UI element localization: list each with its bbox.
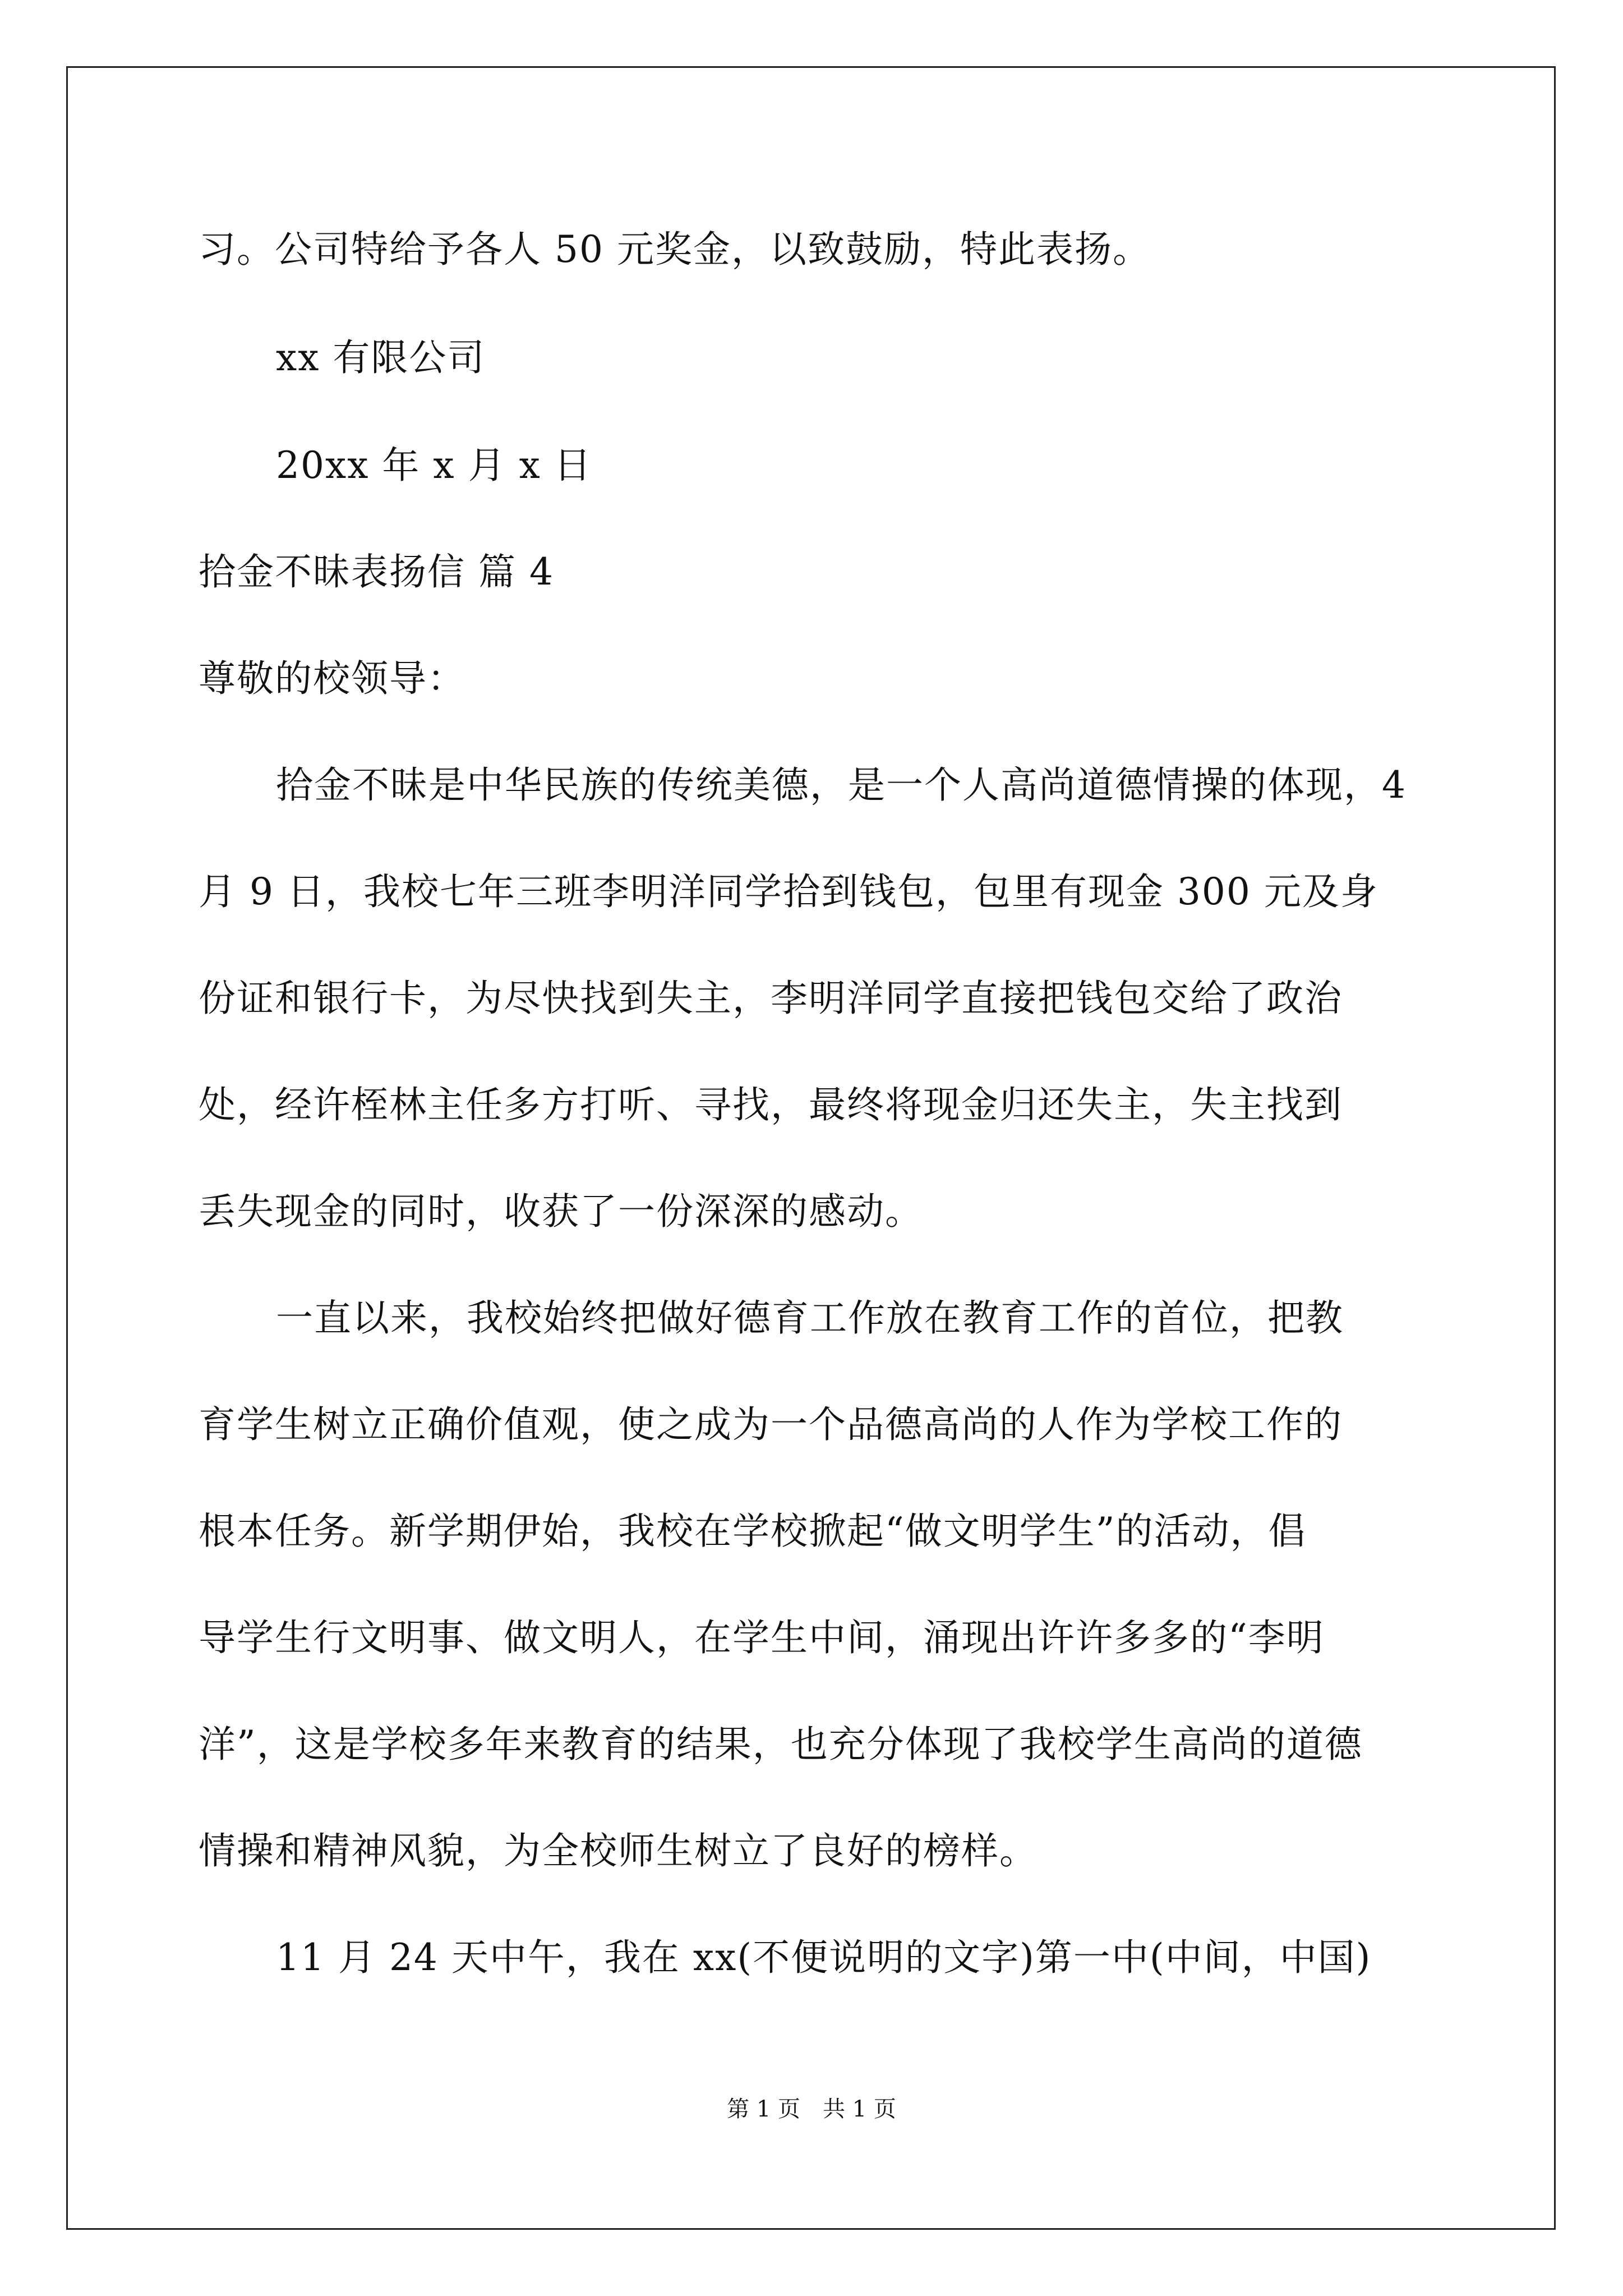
- paragraph-1-line-5: 丢失现金的同时，收获了一份深深的感动。: [199, 1190, 923, 1233]
- paragraph-1-line-1: 拾金不昧是中华民族的传统美德，是一个人高尚道德情操的体现，4: [276, 763, 1407, 807]
- page-border: [66, 66, 1556, 2230]
- paragraph-2-line-2: 育学生树立正确价值观，使之成为一个品德高尚的人作为学校工作的: [199, 1403, 1343, 1446]
- paragraph-3-line-1: 11 月 24 天中午，我在 xx(不便说明的文字)第一中(中间，中国): [276, 1936, 1372, 1979]
- paragraph-1-line-2: 月 9 日，我校七年三班李明洋同学拾到钱包，包里有现金 300 元及身: [199, 870, 1378, 913]
- paragraph-2-line-5: 洋”，这是学校多年来教育的结果，也充分体现了我校学生高尚的道德: [199, 1723, 1363, 1766]
- page-number-footer: 第 1 页 共 1 页: [727, 2096, 896, 2122]
- paragraph-1-line-4: 处，经许桎林主任多方打听、寻找，最终将现金归还失主，失主找到: [199, 1083, 1343, 1126]
- paragraph-2-line-1: 一直以来，我校始终把做好德育工作放在教育工作的首位，把教: [276, 1296, 1344, 1340]
- salutation: 尊敬的校领导：: [199, 657, 465, 700]
- section-title: 拾金不昧表扬信 篇 4: [199, 550, 554, 593]
- paragraph-1-line-3: 份证和银行卡，为尽快找到失主，李明洋同学直接把钱包交给了政治: [199, 977, 1343, 1020]
- signature-date: 20xx 年 x 月 x 日: [276, 444, 592, 487]
- paragraph-2-line-4: 导学生行文明事、做文明人，在学生中间，涌现出许许多多的“李明: [199, 1616, 1325, 1659]
- paragraph-2-line-6: 情操和精神风貌，为全校师生树立了良好的榜样。: [199, 1829, 1038, 1872]
- body-line-1: 习。公司特给予各人 50 元奖金，以致鼓励，特此表扬。: [199, 228, 1151, 271]
- signature-company: xx 有限公司: [276, 336, 486, 379]
- paragraph-2-line-3: 根本任务。新学期伊始，我校在学校掀起“做文明学生”的活动，倡: [199, 1510, 1307, 1553]
